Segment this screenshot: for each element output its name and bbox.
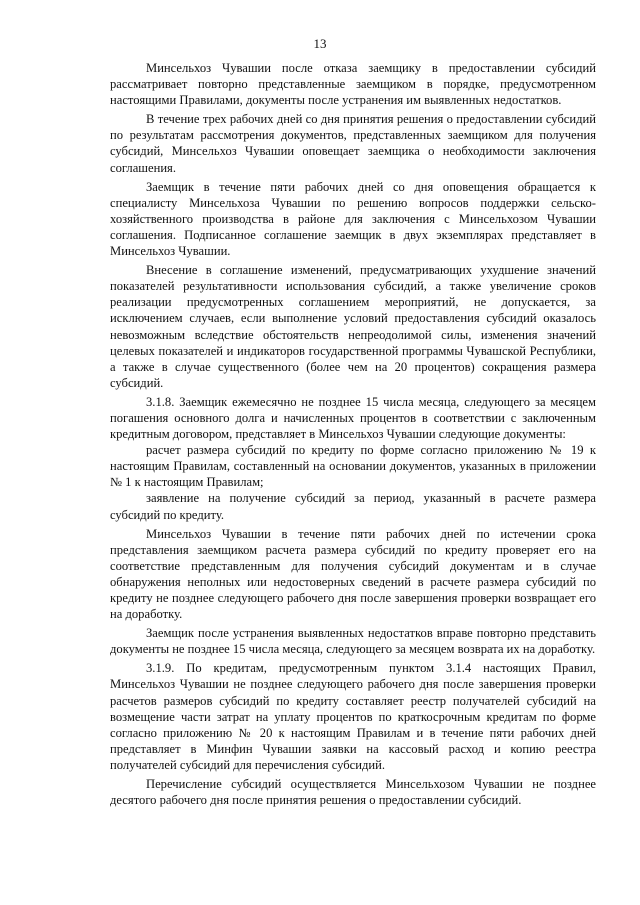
paragraph-3-1-8: 3.1.8. Заемщик ежемесячно не позднее 15 числа месяца, следующего за месяцем погашения основного долга и начисленных процентов в соответствии с заключенным кредитным договором, представляет в Минсельхоз Чувашии следующие документы:	[110, 394, 596, 442]
paragraph-agreement: Заемщик в течение пяти рабочих дней со дня оповещения обращается к специалисту Минсельхоза Чувашии по решению вопросов поддержки сельскохозяйственного производства в районе для заключения с Минсельхозом Чувашии соглашения. Подписанное соглашение заемщик в двух экземплярах представляет в Минсельхоз Чувашии.	[110, 179, 596, 259]
paragraph-3-1-9: 3.1.9. По кредитам, предусмотренным пунктом 3.1.4 настоящих Правил, Минсельхоз Чувашии не позднее следующего рабочего дня после завершения проверки расчетов размеров субсидий по кредиту составляет реестр получателей субсидий на возмещение части затрат на уплату процентов по краткосрочным кредитам по форме согласно приложению № 20 к настоящим Правилам и в течение пяти рабочих дней представляет в Минфин Чувашии заявки на кассовый расход и копию реестра получателей субсидий для перечисления субсидий.	[110, 661, 596, 772]
paragraph-notification: В течение трех рабочих дней со дня принятия решения о предоставлении субсидий по результатам рассмотрения документов, представленных заемщиком для получения субсидий, Минсельхоз Чувашии оповещает заемщика о необходимости заключения соглашения.	[110, 112, 596, 175]
paragraph-resubmit-documents: Заемщик после устранения выявленных недостатков вправе повторно представить документы не позднее 15 числа месяца, следующего за месяцем возврата их на доработку.	[110, 626, 596, 657]
page-number: 13	[313, 36, 327, 51]
list-item-application: заявление на получение субсидий за период, указанный в расчете размера субсидий по кредиту.	[110, 491, 596, 522]
paragraph-transfer: Перечисление субсидий осуществляется Минсельхозом Чувашии не позднее десятого рабочего дня после принятия решения о предоставлении субсидий.	[110, 777, 596, 808]
paragraph-amendments: Внесение в соглашение изменений, предусматривающих ухудшение значений показателей результативности использования субсидий, а также увеличение сроков реализации предусмотренных соглашением мероприятий, не допускается, за исключением случаев, если выполнение условий предоставления субсидий оказалось невозможным вследствие обстоятельств непреодолимой силы, изменения значений целевых показателей и индикаторов государственной программы Чувашской Республики, а также в случае существенного (более чем на 20 процентов) сокращения размера субсидий.	[110, 263, 596, 390]
paragraph-resubmission: Минсельхоз Чувашии после отказа заемщику в предоставлении субсидий рассматривает повторно представленные заемщиком в порядке, предусмотренном настоящими Правилами, документы после устранения им выявленных недостатков.	[110, 61, 596, 108]
list-item-calculation: расчет размера субсидий по кредиту по форме согласно приложению № 19 к настоящим Правилам, составленный на основании документов, указанных в приложении № 1 к настоящим Правилам;	[110, 443, 596, 490]
document-body	[110, 60, 596, 808]
paragraph-verification: Минсельхоз Чувашии в течение пяти рабочих дней по истечении срока представления заемщиком расчета размера субсидий по кредиту проверяет его на соответствие представленным для получения субсидий документам и в случае обнаружения неполных или недостоверных сведений в расчете размера субсидий по кредиту не позднее следующего рабочего дня после завершения проверки возвращает его на доработку.	[110, 526, 596, 622]
